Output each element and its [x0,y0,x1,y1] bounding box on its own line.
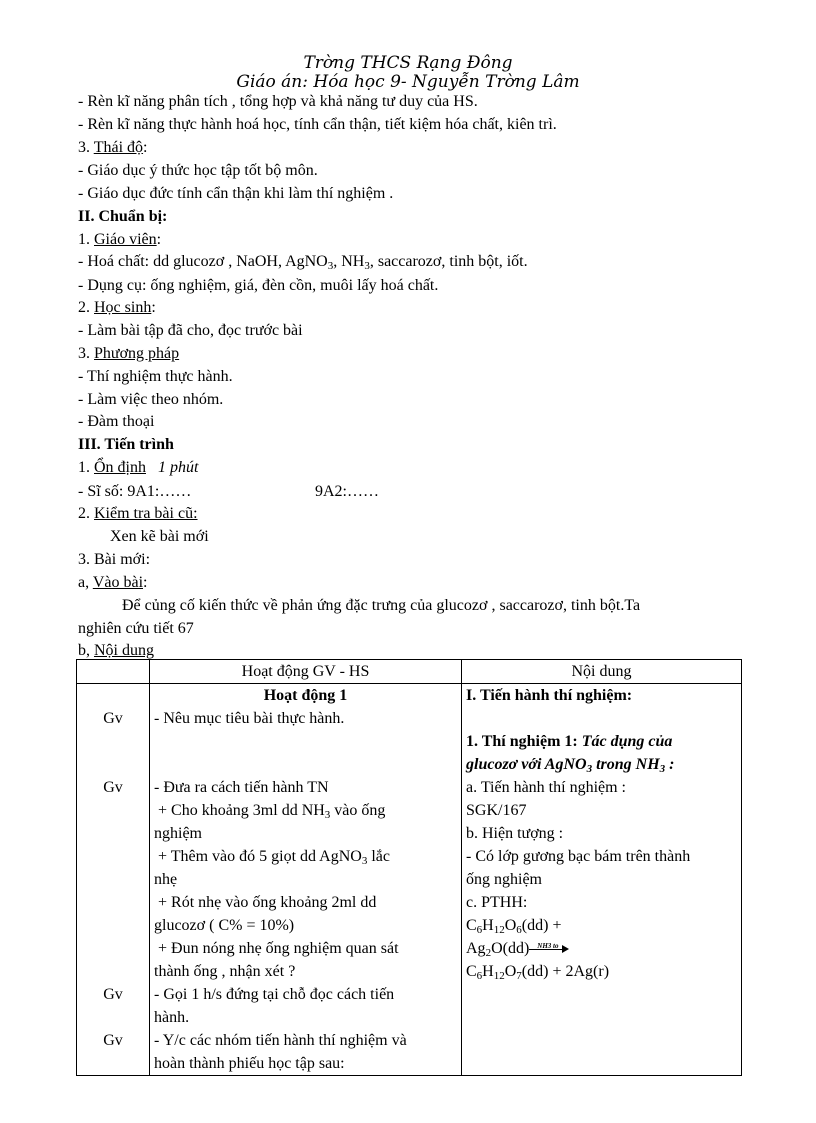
activity-line: glucozơ ( C% = 10%) [154,917,295,934]
intro-paragraph-line-2: nghiên cứu tiết 67 [78,620,194,637]
method-1: - Thí nghiệm thực hành. [78,368,233,385]
sub-12: 12 [493,970,505,982]
activity-line: - Y/c các nhóm tiến hành thí nghiệm và [154,1032,407,1049]
attitude-colon: : [143,139,148,156]
sub-6: 6 [476,924,483,936]
content-title: Nội dung [94,642,154,659]
sub-6: 6 [516,924,522,936]
attitude-title: Thái độ [93,139,144,156]
table-row [77,684,742,1076]
chemicals-part-1: - Hoá chất: dd glucozơ , NaOH, AgNO [78,253,328,270]
sub-2: 2 [485,947,492,959]
stabilize-time: 1 phút [158,459,199,476]
review-heading [78,504,198,524]
activity-line: hoàn thành phiếu học tập sau: [154,1055,345,1072]
activity-line: thành ống , nhận xét ? [154,963,296,980]
experiment-1-subject: Tác dụng của [581,733,673,750]
student-colon: : [151,299,156,316]
role-gv: Gv [103,986,123,1003]
review-text: Xen kẽ bài mới [110,528,209,545]
student-task: - Làm bài tập đã cho, đọc trước bài [78,322,303,339]
role-gv: Gv [103,710,123,727]
method-heading [78,344,179,364]
teacher-number: 1. [78,231,94,248]
activity-line: hành. [154,1009,190,1026]
teacher-colon: : [156,231,162,248]
content-line: b. Hiện tượng : [466,825,564,842]
activity-column [150,684,462,1076]
student-heading [78,298,156,318]
sub-6: 6 [476,970,483,982]
reaction-condition: NH3 to [537,942,559,951]
attitude-line-1: - Giáo dục ý thức học tập tốt bộ môn. [78,162,318,179]
activity-line [154,799,457,822]
equation-line-3 [466,960,737,983]
experiment-1-subject-line-2 [466,753,737,776]
activity-text: + Cho khoảng 3ml dd NH [158,802,325,819]
content-line: SGK/167 [466,802,527,819]
student-number: 2. [78,299,94,316]
intro-colon: : [143,574,148,591]
sub-3: 3 [586,763,593,775]
attitude-number: 3. [78,139,94,156]
new-lesson-heading: 3. Bài mới: [78,551,151,568]
sub-3: 3 [361,855,368,867]
teacher-title: Giáo viên [94,231,157,248]
silver-oxide-o: O(dd) [491,940,530,957]
attendance-9a2: 9A2:…… [315,483,379,500]
stabilize-title: Ổn định [94,459,146,476]
header-cell-content: Nội dung [462,660,742,684]
attitude-heading [78,138,148,158]
role-gv: Gv [103,779,123,796]
glucose-o: O [504,917,517,934]
tools-line: - Dụng cụ: ống nghiệm, giá, đèn cồn, muôi lấy hoá chất. [78,277,439,294]
intro-heading [78,573,147,593]
equation-line-2 [466,937,737,960]
sub-12: 12 [493,924,505,936]
activity-line: - Gọi 1 h/s đứng tại chỗ đọc cách tiến [154,986,395,1003]
gluconic-h: H [482,963,494,980]
method-title: Phương pháp [94,345,180,362]
silver-oxide-ag: Ag [466,940,486,957]
reaction-arrow-icon [529,943,569,955]
activity-line: + Đun nóng nhẹ ống nghiệm quan sát [158,940,399,957]
activity-line [154,845,457,868]
intro-paragraph-line-1: Để củng cố kiến thức về phản ứng đặc trưng của glucozơ , saccarozơ, tinh bột.Ta [122,597,641,614]
sub-3: 3 [364,260,370,272]
header-cell-activities: Hoạt động GV - HS [150,660,462,684]
experiment-1-colon: : [572,733,582,750]
role-gv: Gv [103,1032,123,1049]
intro-number: a, [78,574,93,591]
method-3: - Đàm thoại [78,413,155,430]
chemicals-part-3: , saccarozơ, tinh bột, iốt. [369,253,528,270]
activity-line: + Rót nhẹ vào ống khoảng 2ml dd [158,894,377,911]
glucose-c: C [466,917,477,934]
method-number: 3. [78,345,94,362]
header-lesson-plan: Giáo án: Hóa học 9- Nguyễn Trờng Lâm [236,72,580,92]
activity-line: nhẹ [154,871,178,888]
activity-text: lắc [367,848,390,865]
stabilize-heading [78,458,198,478]
teacher-heading [78,230,161,250]
review-title: Kiểm tra bài cũ: [94,505,198,522]
attitude-line-2: - Giáo dục đức tính cẩn thận khi làm thí nghiệm . [78,185,394,202]
skill-line-1: - Rèn kĩ năng phân tích , tổng hợp và khả năng tư duy của HS. [78,93,478,110]
chemicals-part-2: , NH [333,253,365,270]
equation-text: (dd) + 2Ag(r) [521,963,610,980]
role-column [77,684,150,1076]
sub-3: 3 [327,260,334,272]
content-heading [78,641,154,661]
activity-table [76,659,742,1076]
experiment-1-label: 1. Thí nghiệm 1 [466,733,573,750]
activity-text: + Thêm vào đó 5 giọt dd AgNO [158,848,362,865]
section-preparation: II. Chuẩn bị: [78,208,168,225]
section-procedure: III. Tiến trình [78,436,174,453]
gluconic-c: C [466,963,477,980]
content-line: - Có lớp gương bạc bám trên thành [466,848,691,865]
student-title: Học sinh [94,299,152,316]
activity-line: - Đưa ra cách tiến hành TN [154,779,329,796]
intro-title: Vào bài [92,574,144,591]
sub-3: 3 [659,763,666,775]
content-line: c. PTHH: [466,894,528,911]
content-number: b, [78,642,94,659]
activity-1-title: Hoạt động 1 [263,687,348,704]
experiment-1-text: trong NH [592,756,660,773]
method-2: - Làm việc theo nhóm. [78,391,224,408]
activity-line: nghiệm [154,825,202,842]
header-cell-empty [77,660,150,684]
stabilize-number: 1. [78,459,94,476]
table-header-row [77,660,742,684]
activity-line: - Nêu mục tiêu bài thực hành. [154,710,345,727]
glucose-h: H [482,917,494,934]
activity-text: vào ống [330,802,386,819]
sub-3: 3 [324,809,331,821]
content-line: ống nghiệm [466,871,542,888]
content-line: a. Tiến hành thí nghiệm : [466,779,626,796]
header-school: Trờng THCS Rạng Đông [303,53,513,73]
experiment-1-text: : [665,756,675,773]
equation-text: (dd) + [521,917,562,934]
experiment-section-title: I. Tiến hành thí nghiệm: [466,687,633,704]
skill-line-2: - Rèn kĩ năng thực hành hoá học, tính cẩn thận, tiết kiệm hóa chất, kiên trì. [78,116,557,133]
review-number: 2. [78,505,94,522]
gluconic-o: O [504,963,517,980]
sub-7: 7 [516,970,522,982]
experiment-1-text: glucozơ với AgNO [466,756,587,773]
experiment-1-title [466,730,737,753]
chemicals-line [78,252,528,272]
attendance-9a1: - Sĩ số: 9A1:…… [78,483,192,500]
equation-line-1 [466,914,737,937]
content-column [462,684,742,1076]
